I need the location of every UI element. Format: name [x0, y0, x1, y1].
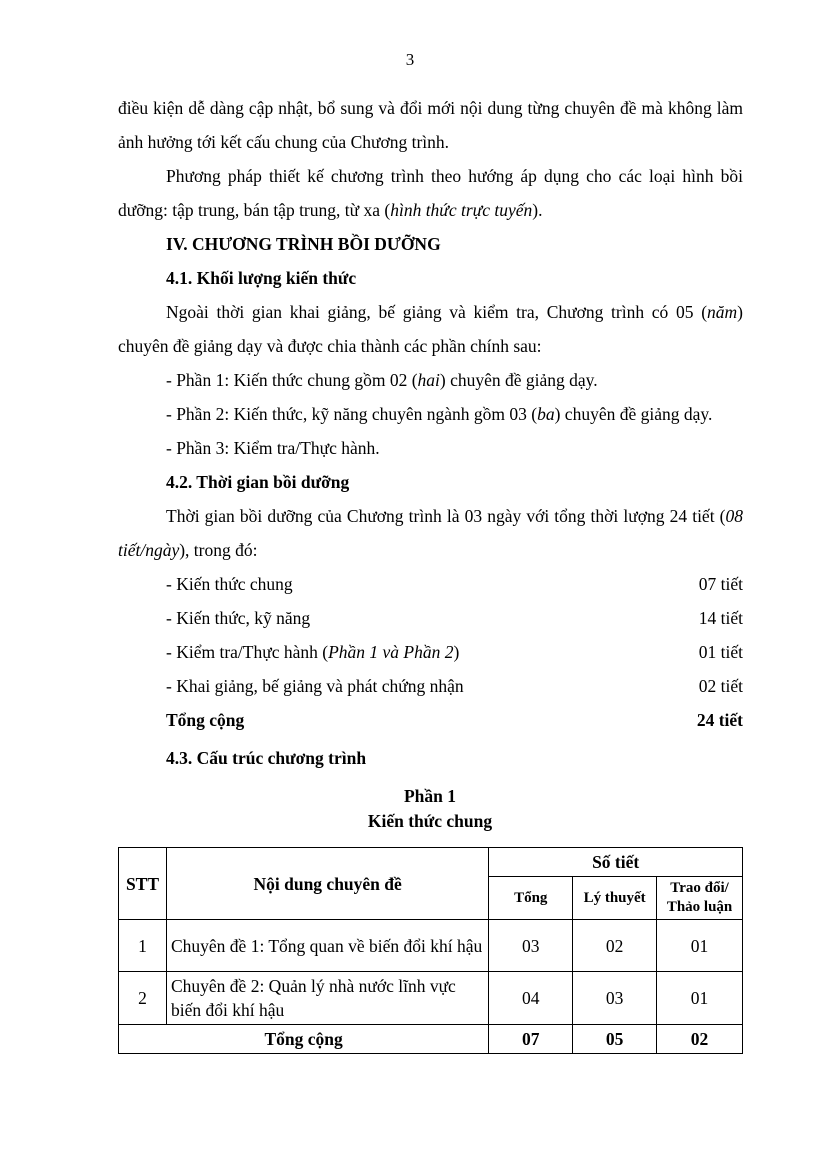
subsection-heading-4-2: 4.2. Thời gian bồi dưỡng [166, 472, 350, 492]
duration-total-label: Tổng cộng [166, 710, 245, 730]
duration-value: 14 tiết [698, 608, 743, 628]
duration-value: 07 tiết [698, 574, 743, 594]
cell-stt: 2 [119, 972, 167, 1025]
paragraph-duration: Thời gian bồi dưỡng của Chương trình là 03 ngày với tổng thời lượng 24 tiết (08 tiết/ngày), trong đó: [118, 506, 743, 560]
part-title: Phần 1 [403, 786, 457, 806]
header-content: Nội dung chuyên đề [166, 848, 488, 920]
header-total: Tổng [489, 877, 573, 920]
table-row [119, 972, 743, 1025]
cell-sum-discussion: 02 [657, 1025, 743, 1054]
cell-total: 03 [489, 920, 573, 972]
cell-stt: 1 [119, 920, 167, 972]
header-stt: STT [119, 848, 167, 920]
duration-label: - Khai giảng, bế giảng và phát chứng nhận [166, 676, 464, 696]
cell-sum-theory: 05 [573, 1025, 657, 1054]
part-subtitle: Kiến thức chung [367, 811, 493, 831]
cell-total: 04 [489, 972, 573, 1025]
duration-row [118, 567, 743, 601]
cell-theory: 02 [573, 920, 657, 972]
list-item-part1: - Phần 1: Kiến thức chung gồm 02 (hai) chuyên đề giảng dạy. [166, 370, 598, 390]
duration-label: - Kiến thức chung [166, 574, 293, 594]
section-heading: IV. CHƯƠNG TRÌNH BỒI DƯỠNG [166, 234, 441, 254]
duration-row [118, 601, 743, 635]
cell-sum-total: 07 [489, 1025, 573, 1054]
document-body [118, 91, 743, 775]
header-discussion: Trao đổi/ Thảo luận [657, 877, 743, 920]
list-item-part2: - Phần 2: Kiến thức, kỹ năng chuyên ngành gồm 03 (ba) chuyên đề giảng dạy. [166, 404, 713, 424]
cell-content: Chuyên đề 1: Tổng quan về biến đổi khí hậu [166, 920, 488, 972]
duration-row [118, 669, 743, 703]
page-number: 3 [405, 50, 415, 69]
cell-discussion: 01 [657, 920, 743, 972]
duration-label: - Kiến thức, kỹ năng [166, 608, 311, 628]
cell-theory: 03 [573, 972, 657, 1025]
duration-value: 02 tiết [698, 676, 743, 696]
paragraph-knowledge: Ngoài thời gian khai giảng, bế giảng và kiểm tra, Chương trình có 05 (năm) chuyên đề giảng dạy và được chia thành các phần chính sau: [118, 302, 743, 356]
header-periods: Số tiết [489, 848, 743, 877]
subsection-heading-4-1: 4.1. Khối lượng kiến thức [166, 268, 357, 288]
cell-sum-label: Tổng cộng [119, 1025, 489, 1054]
subsection-heading-4-3: 4.3. Cấu trúc chương trình [166, 748, 367, 768]
paragraph-continuation: điều kiện dễ dàng cập nhật, bổ sung và đổi mới nội dung từng chuyên đề mà không làm ảnh hưởng tới kết cấu chung của Chương trình. [118, 98, 743, 152]
duration-total-value: 24 tiết [696, 710, 743, 730]
cell-discussion: 01 [657, 972, 743, 1025]
cell-content: Chuyên đề 2: Quản lý nhà nước lĩnh vực biến đổi khí hậu [166, 972, 488, 1025]
table-total-row [119, 1025, 743, 1054]
topics-table [118, 847, 743, 1054]
duration-total-row [118, 703, 743, 737]
list-item-part3: - Phần 3: Kiểm tra/Thực hành. [166, 438, 380, 458]
duration-value: 01 tiết [698, 642, 743, 662]
duration-row [118, 635, 743, 669]
table-row [119, 920, 743, 972]
duration-label: - Kiểm tra/Thực hành (Phần 1 và Phần 2) [166, 642, 460, 662]
part-title-block [0, 784, 820, 834]
header-theory: Lý thuyết [573, 877, 657, 920]
paragraph-method: Phương pháp thiết kế chương trình theo hướng áp dụng cho các loại hình bồi dưỡng: tập trung, bán tập trung, từ xa (hình thức trực tuyến). [118, 166, 743, 220]
